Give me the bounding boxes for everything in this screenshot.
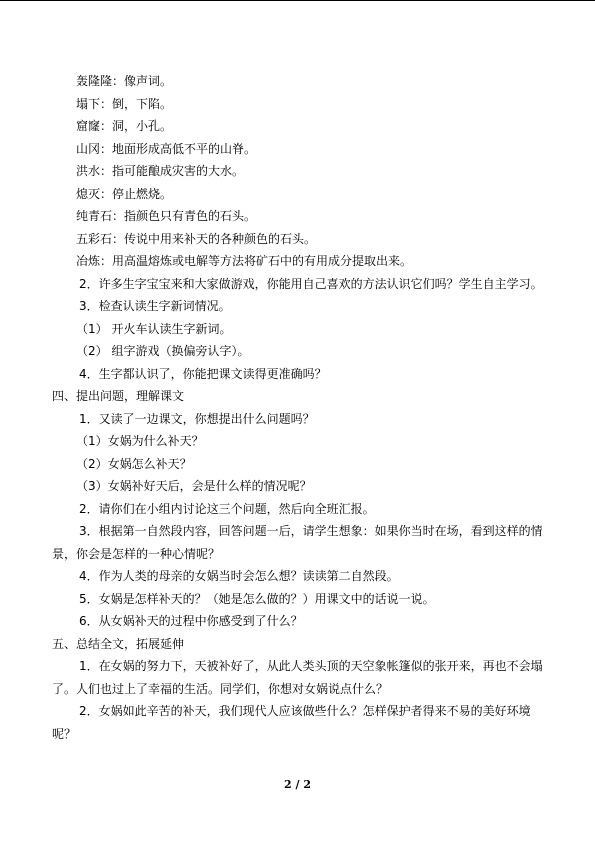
- text-line: 塌下：倒，下陷。: [76, 96, 173, 111]
- text-line: 轰隆隆：像声词。: [76, 74, 173, 88]
- text-line: （3）女娲补好天后，会是什么样的情况呢？: [76, 479, 312, 493]
- text-line: 3．检查认读生字新词情况。: [79, 299, 231, 313]
- text-line: （1） 开火车认读生字新词。: [76, 321, 232, 336]
- text-line: 了。人们也过上了幸福的生活。同学们，你想对女娲说点什么？: [52, 681, 389, 696]
- text-line: （2） 组字游戏（换偏旁认字）。: [76, 344, 250, 358]
- text-line: 冶炼：用高温熔炼或电解等方法将矿石中的有用成分提取出来。: [76, 254, 413, 268]
- text-line: 景，你会是怎样的一种心情呢？: [52, 546, 221, 561]
- text-line: 6．从女娲补天的过程中你感受到了什么？: [79, 614, 303, 628]
- text-line: 窟窿：洞，小孔。: [76, 119, 173, 133]
- text-line: （1）女娲为什么补天？: [76, 434, 204, 448]
- page-number: 2 / 2: [284, 778, 311, 791]
- text-line: 2．女娲如此辛苦的补天，我们现代人应该做些什么？怎样保护者得来不易的美好环境: [79, 704, 531, 718]
- text-line: 五彩石：传说中用来补天的各种颜色的石头。: [76, 231, 317, 246]
- text-line: （2）女娲怎么补天？: [76, 456, 192, 471]
- text-line: 4．生字都认识了，你能把课文读得更准确吗？: [79, 366, 327, 381]
- text-line: 四、提出问题，理解课文: [52, 389, 185, 403]
- text-line: 洪水：指可能酿成灾害的大水。: [76, 164, 245, 178]
- text-line: 2．许多生字宝宝来和大家做游戏，你能用自己喜欢的方法认识它们吗？学生自主学习。: [79, 276, 543, 291]
- text-line: 2．请你们在小组内讨论这三个问题，然后向全班汇报。: [79, 501, 375, 516]
- text-line: 1．在女娲的努力下，天被补好了，从此人类头顶的天空象帐篷似的张开来，再也不会塌: [79, 659, 543, 673]
- page-top-border: [0, 0, 595, 1]
- text-line: 山冈：地面形成高低不平的山脊。: [76, 141, 257, 156]
- text-line: 1．又读了一边课文，你想提出什么问题吗？: [79, 411, 315, 426]
- text-line: 3．根据第一自然段内容，回答问题一后，请学生想象：如果你当时在场，看到这样的情: [79, 524, 543, 538]
- text-line: 五、总结全文，拓展延伸: [52, 636, 185, 651]
- text-line: 4．作为人类的母亲的女娲当时会怎么想？读读第二自然段。: [79, 569, 399, 583]
- text-line: 纯青石：指颜色只有青色的石头。: [76, 209, 257, 223]
- text-line: 熄灭：停止燃烧。: [76, 186, 173, 201]
- text-line: 5．女娲是怎样补天的？（她是怎么做的？）用课文中的话说一说。: [79, 591, 435, 606]
- text-line: 呢？: [52, 726, 77, 741]
